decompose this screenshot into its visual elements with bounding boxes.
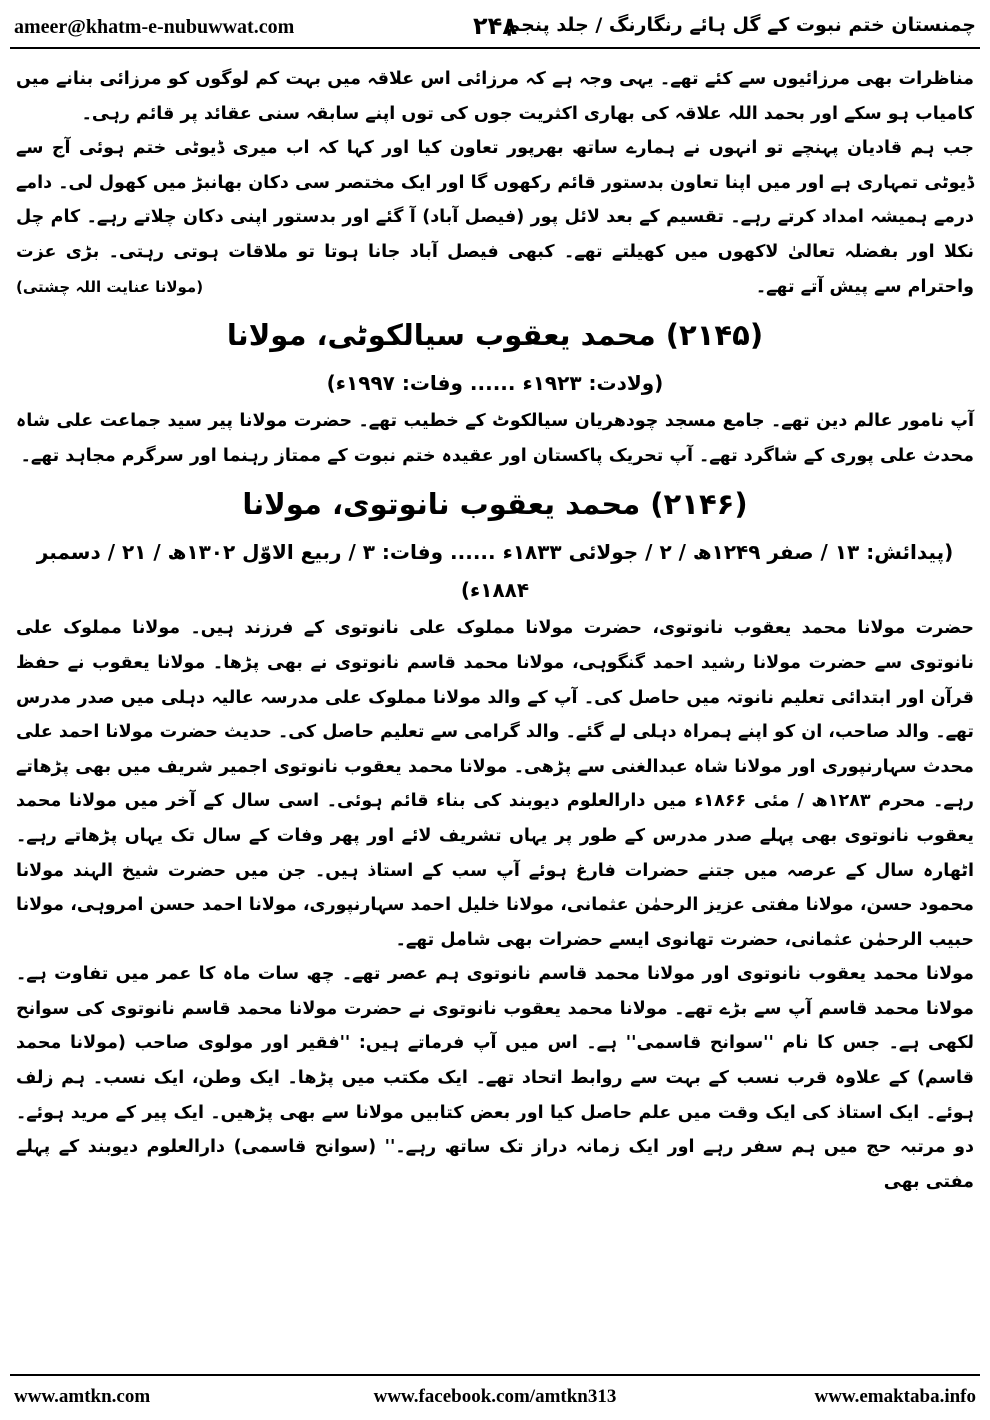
page-header bbox=[10, 12, 980, 44]
entry-2145-heading: (۲۱۴۵) محمد یعقوب سیالکوٹی، مولانا bbox=[226, 318, 764, 353]
intro-paragraph-2-text: جب ہم قادیان پہنچے تو انہوں نے ہمارے ساتھ بھرپور تعاون کیا اور کہا کہ اب میری ڈیوٹی ختم ہوئی آج سے ڈیوٹی تمہاری ہے اور میں اپنا تعاون بدستور قائم رکھوں گا اور ایک مختصر سی دکان بھانبڑ میں کھول لی۔ دامے درمے ہمیشہ امداد کرتے رہے۔ تقسیم کے بعد لائل پور (فیصل آباد) آ گئے اور بدستور اپنی دکان چلاتے رہے۔ کام چل نکلا اور بفضلہ تعالیٰ لاکھوں میں کھیلتے تھے۔ کبھی فیصل آباد جانا ہوتا تو ملاقات ہوتی رہتی۔ بڑی عزت واحترام سے پیش آتے تھے۔ bbox=[16, 138, 974, 297]
entry-2145-dates: (ولادت: ۱۹۲۳ء ...... وفات: ۱۹۹۷ء) bbox=[326, 371, 664, 396]
footer-link-facebook[interactable]: www.facebook.com/amtkn313 bbox=[373, 1386, 617, 1407]
intro-paragraph-2 bbox=[16, 131, 974, 304]
footer-rule bbox=[10, 1374, 980, 1376]
entry-2145-paragraph: آپ نامور عالم دین تھے۔ جامع مسجد چودھریان سیالکوٹ کے خطیب تھے۔ حضرت مولانا پیر سید جماعت علی شاہ محدث علی پوری کے شاگرد تھے۔ آپ تحریک پاکستان اور عقیدہ ختم نبوت کے ممتاز رہنما اور سرگرم مجاہد تھے۔ bbox=[16, 411, 974, 466]
header-rule bbox=[10, 47, 980, 49]
page-number: ۲۴۸ bbox=[473, 12, 517, 40]
header-email: ameer@khatm-e-nubuwwat.com bbox=[14, 16, 295, 38]
book-title: چمنستان ختم نبوت کے گل ہائے رنگارنگ / جلد پنجم bbox=[506, 14, 976, 36]
page-body bbox=[16, 62, 974, 1366]
intro-signature: (مولانا عنایت اللہ چشتی) bbox=[16, 277, 204, 296]
footer-link-amtkn[interactable]: www.amtkn.com bbox=[14, 1386, 151, 1407]
entry-2146-dates: (پیدائش: ۱۳ / صفر ۱۲۴۹ھ / ۲ / جولائی ۱۸۳۳ء ...... وفات: ۳ / ربیع الاوّل ۱۳۰۲ھ / ۲۱ / دسمبر ۱۸۸۴ء) bbox=[36, 540, 954, 603]
intro-paragraph-1: مناظرات بھی مرزائیوں سے کئے تھے۔ یہی وجہ ہے کہ مرزائی اس علاقہ میں بہت کم لوگوں کو مرزائی بنانے میں کامیاب ہو سکے اور بحمد اللہ علاقہ کی بھاری اکثریت جوں کی توں اپنے سابقہ سنی عقائد پر قائم رہی۔ bbox=[16, 69, 974, 124]
page-footer bbox=[10, 1382, 980, 1412]
entry-2146-heading: (۲۱۴۶) محمد یعقوب نانوتوی، مولانا bbox=[242, 487, 748, 522]
entry-2146-paragraph-1: حضرت مولانا محمد یعقوب نانوتوی، حضرت مولانا مملوک علی نانوتوی کے فرزند ہیں۔ مولانا مملوک علی نانوتوی سے حضرت مولانا رشید احمد گنگوہی، مولانا محمد قاسم نانوتوی نے بھی پڑھا۔ مولانا یعقوب نے حفظ قرآن اور ابتدائی تعلیم نانوتہ میں حاصل کی۔ آپ کے والد مولانا مملوک علی مدرسہ عالیہ دہلی میں صدر مدرس تھے۔ والد صاحب، ان کو اپنے ہمراہ دہلی لے گئے۔ والد گرامی سے تعلیم حاصل کی۔ حدیث حضرت مولانا احمد علی محدث سہارنپوری اور مولانا شاہ عبدالغنی سے پڑھی۔ مولانا محمد یعقوب نانوتوی اجمیر شریف میں بھی پڑھاتے رہے۔ محرم ۱۲۸۳ھ / مئی ۱۸۶۶ء میں دارالعلوم دیوبند کی بناء قائم ہوئی۔ اسی سال کے آخر میں مولانا محمد یعقوب نانوتوی بھی پہلے صدر مدرس کے طور پر یہاں تشریف لائے اور پھر وفات کے سال تک یہاں پڑھاتے رہے۔ اٹھارہ سال کے عرصہ میں جتنے حضرات فارغ ہوئے آپ سب کے استاذ ہیں۔ جن میں حضرت شیخ الہند مولانا محمود حسن، مولانا مفتی عزیز الرحمٰن عثمانی، مولانا خلیل احمد سہارنپوری، مولانا احمد حسن امروہی، مولانا حبیب الرحمٰن عثمانی، حضرت تھانوی ایسے حضرات بھی شامل تھے۔ bbox=[16, 618, 975, 950]
entry-2146-paragraph-2: مولانا محمد یعقوب نانوتوی اور مولانا محمد قاسم نانوتوی ہم عصر تھے۔ چھ سات ماہ کا عمر میں تفاوت ہے۔ مولانا محمد قاسم آپ سے بڑے تھے۔ مولانا محمد یعقوب نانوتوی نے حضرت مولانا محمد قاسم نانوتوی کی سوانح لکھی ہے۔ جس کا نام ''سوانح قاسمی'' ہے۔ اس میں آپ فرماتے ہیں: ''فقیر اور مولوی صاحب (مولانا محمد قاسم) کے علاوہ قرب نسب کے بہت سے روابط اتحاد تھے۔ ایک مکتب میں پڑھا۔ ایک وطن، ایک نسب۔ ہم زلف ہوئے۔ ایک استاذ کی ایک وقت میں علم حاصل کیا اور بعض کتابیں مولانا سے بھی پڑھیں۔ ایک پیر کے مرید ہوئے۔ دو مرتبہ حج میں ہم سفر رہے اور ایک زمانہ دراز تک ساتھ رہے۔'' (سوانح قاسمی) دارالعلوم دیوبند کے پہلے مفتی بھی bbox=[16, 964, 974, 1192]
footer-link-emaktaba[interactable]: www.emaktaba.info bbox=[814, 1386, 976, 1407]
